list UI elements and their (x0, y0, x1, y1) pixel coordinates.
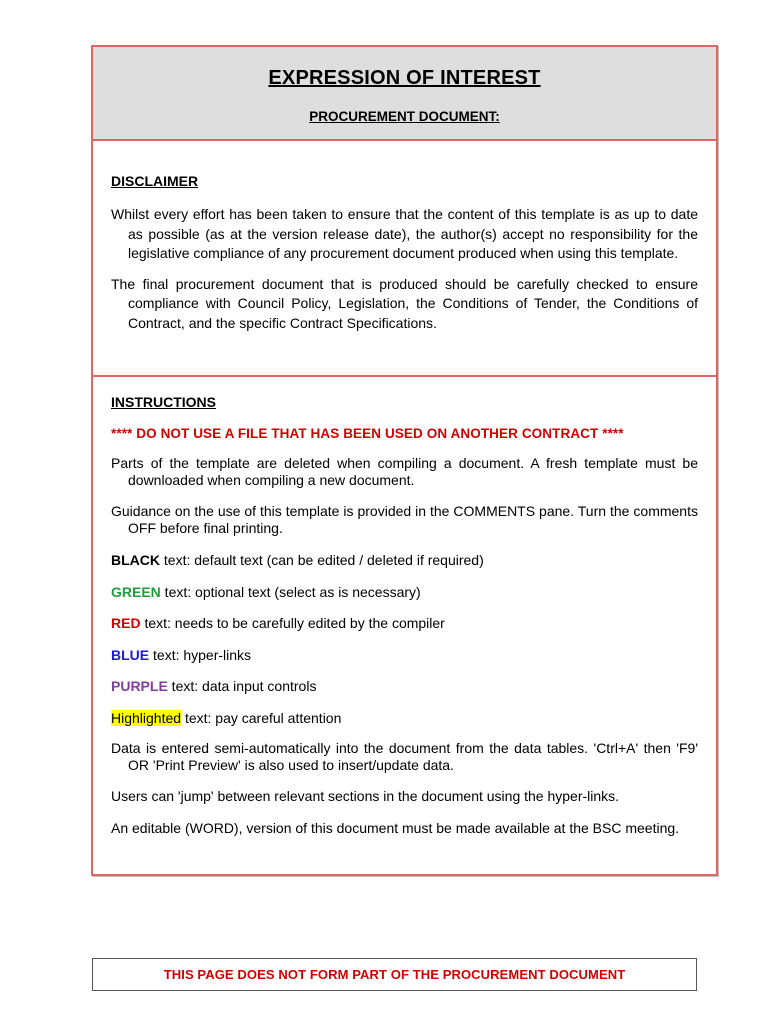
footer-notice: THIS PAGE DOES NOT FORM PART OF THE PROCUREMENT DOCUMENT (163, 967, 626, 982)
legend-description: text: data input controls (167, 678, 317, 694)
legend-key: RED (111, 615, 141, 631)
instructions-heading: INSTRUCTIONS (111, 394, 216, 410)
footer-notice-box (92, 958, 697, 991)
legend-item-green (111, 583, 698, 601)
legend-description: text: default text (can be edited / deleted if required) (160, 552, 484, 568)
legend-item-highlighted (111, 709, 698, 727)
legend-key: PURPLE (111, 678, 168, 694)
legend-item-purple (111, 677, 698, 695)
disclaimer-paragraph: The final procurement document that is produced should be carefully checked to ensure compliance with Council Policy, Legislation, the Conditions of Tender, the Conditions of Contract, and the specific Contract Specifications. (111, 275, 698, 331)
legend-description: text: optional text (select as is necessary) (160, 583, 421, 600)
disclaimer-paragraph: Whilst every effort has been taken to ensure that the content of this template is as up to date as possible (as at the version release date), the author(s) accept no responsibility for the legislative compliance of any procurement document produced when using this template. (111, 206, 698, 261)
section-divider (93, 375, 716, 377)
instructions-section (111, 394, 698, 851)
legend-item-blue (111, 646, 698, 664)
instruction-paragraph: Guidance on the use of this template is provided in the COMMENTS pane. Turn the comments OFF before final printing. (111, 503, 698, 536)
warning-line: **** DO NOT USE A FILE THAT HAS BEEN USED ON ANOTHER CONTRACT **** (111, 426, 624, 441)
legend-item-red (111, 614, 698, 632)
legend-description: text: hyper-links (149, 646, 252, 663)
instruction-paragraph: Users can 'jump' between relevant sections in the document using the hyper-links. (111, 788, 620, 804)
legend-description: text: pay careful attention (181, 709, 342, 726)
disclaimer-section (111, 173, 698, 344)
legend-key: BLACK (111, 552, 160, 568)
legend-item-black (111, 551, 698, 569)
legend-key: GREEN (111, 583, 161, 600)
instruction-paragraph: Parts of the template are deleted when compiling a document. A fresh template must be downloaded when compiling a new document. (111, 455, 698, 488)
title-block (93, 47, 716, 141)
instruction-paragraph: An editable (WORD), version of this document must be made available at the BSC meeting. (111, 819, 680, 836)
cover-frame (91, 45, 718, 876)
legend-key: Highlighted (111, 709, 182, 726)
instruction-paragraph: Data is entered semi-automatically into the document from the data tables. 'Ctrl+A' then 'F9' OR 'Print Preview' is also used to insert/update data. (111, 740, 698, 773)
document-subtitle: PROCUREMENT DOCUMENT: (309, 109, 500, 124)
legend-key: BLUE (111, 646, 150, 663)
legend-description: text: needs to be carefully edited by the compiler (140, 615, 445, 631)
document-title: EXPRESSION OF INTEREST (268, 67, 541, 89)
disclaimer-heading: DISCLAIMER (111, 173, 199, 189)
